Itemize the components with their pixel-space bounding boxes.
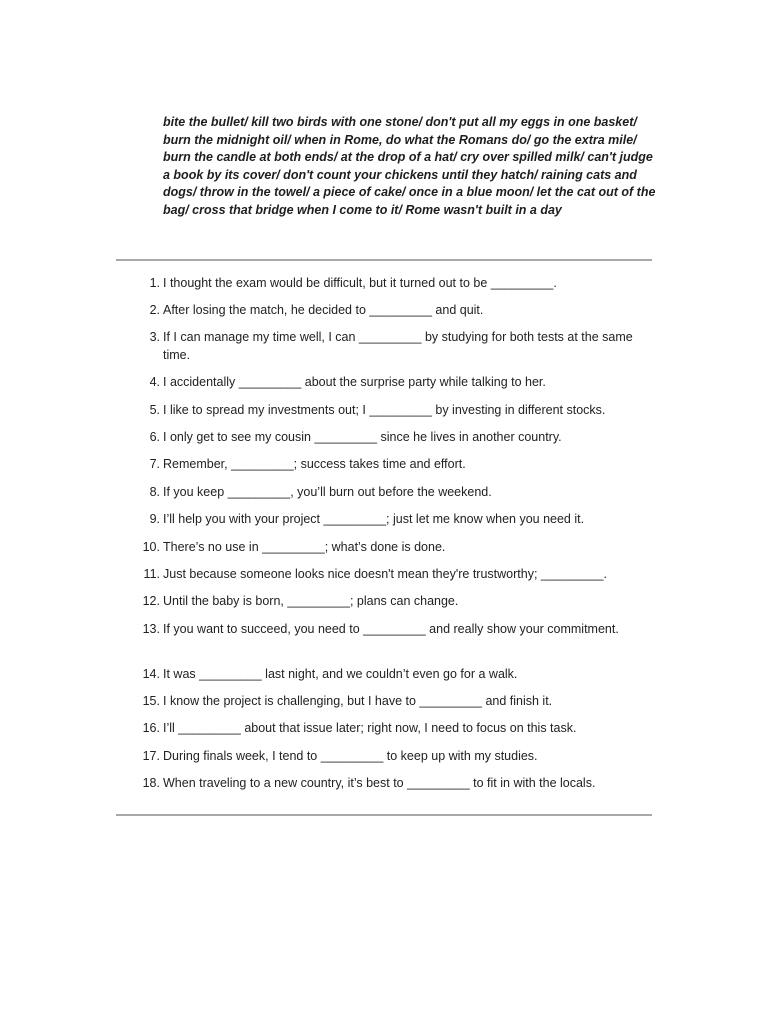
question-number: 11. <box>143 567 160 581</box>
question-item <box>136 775 656 793</box>
question-number: 17. <box>142 749 160 763</box>
question-text: If I can manage my time well, I can _________ by studying for both tests at the same time. <box>163 330 633 362</box>
question-number: 1. <box>149 276 160 290</box>
idiom-word-bank: bite the bullet/ kill two birds with one stone/ don't put all my eggs in one basket/ burn the midnight oil/ when in Rome, do what the Romans do/ go the extra mile/ burn the candle at both ends/ at the drop of a hat/ cry over spilled milk/ can't judge a book by its cover/ don't count your chickens until they hatch/ raining cats and dogs/ throw in the towel/ a piece of cake/ once in a blue moon/ let the cat out of the bag/ cross that bridge when I come to it/ Rome wasn't built in a day <box>163 115 656 217</box>
question-number: 5. <box>149 403 160 417</box>
question-item <box>136 275 656 293</box>
question-number: 10. <box>142 540 160 554</box>
question-text: Until the baby is born, _________; plans can change. <box>163 594 459 608</box>
question-text: If you keep _________, you’ll burn out before the weekend. <box>163 485 492 499</box>
question-text: Remember, _________; success takes time and effort. <box>163 457 466 471</box>
question-text: I’ll _________ about that issue later; right now, I need to focus on this task. <box>163 721 577 735</box>
question-number: 18. <box>142 776 160 790</box>
question-text: When traveling to a new country, it’s best to _________ to fit in with the locals. <box>163 776 596 790</box>
question-item <box>136 456 656 474</box>
question-number: 15. <box>142 694 160 708</box>
question-item <box>136 621 656 639</box>
question-text: There’s no use in _________; what’s done is done. <box>163 540 446 554</box>
question-number: 9. <box>149 512 160 526</box>
question-text: I’ll help you with your project _________; just let me know when you need it. <box>163 512 585 526</box>
question-item <box>136 511 656 529</box>
question-text: It was _________ last night, and we couldn’t even go for a walk. <box>163 667 518 681</box>
question-item <box>136 374 656 392</box>
question-text: After losing the match, he decided to _________ and quit. <box>163 303 484 317</box>
question-number: 7. <box>149 457 160 471</box>
question-number: 8. <box>149 485 160 499</box>
question-number: 4. <box>149 375 160 389</box>
question-number: 16. <box>142 721 160 735</box>
question-item <box>136 484 656 502</box>
question-text: If you want to succeed, you need to _________ and really show your commitment. <box>163 622 619 636</box>
question-text: I like to spread my investments out; I _________ by investing in different stocks. <box>163 403 606 417</box>
question-text: I accidentally _________ about the surprise party while talking to her. <box>163 375 546 389</box>
question-item <box>136 748 656 766</box>
question-number: 12. <box>142 594 160 608</box>
question-item <box>136 539 656 557</box>
question-item <box>136 720 656 738</box>
question-text: Just because someone looks nice doesn't mean they're trustworthy; _________. <box>163 567 607 581</box>
question-item <box>136 302 656 320</box>
question-text: I only get to see my cousin _________ since he lives in another country. <box>163 430 562 444</box>
question-item <box>136 693 656 711</box>
question-number: 14. <box>142 667 160 681</box>
question-number: 2. <box>149 303 160 317</box>
question-number: 3. <box>149 330 160 344</box>
question-item <box>136 666 656 684</box>
question-text: I thought the exam would be difficult, but it turned out to be _________. <box>163 276 557 290</box>
bottom-divider <box>116 814 652 816</box>
question-number: 13. <box>142 622 160 636</box>
question-item <box>136 329 656 364</box>
question-text: During finals week, I tend to _________ to keep up with my studies. <box>163 749 538 763</box>
question-text: I know the project is challenging, but I have to _________ and finish it. <box>163 694 553 708</box>
question-item <box>136 402 656 420</box>
question-item <box>136 593 656 611</box>
question-number: 6. <box>149 430 160 444</box>
question-item <box>136 429 656 447</box>
question-item <box>136 566 656 584</box>
